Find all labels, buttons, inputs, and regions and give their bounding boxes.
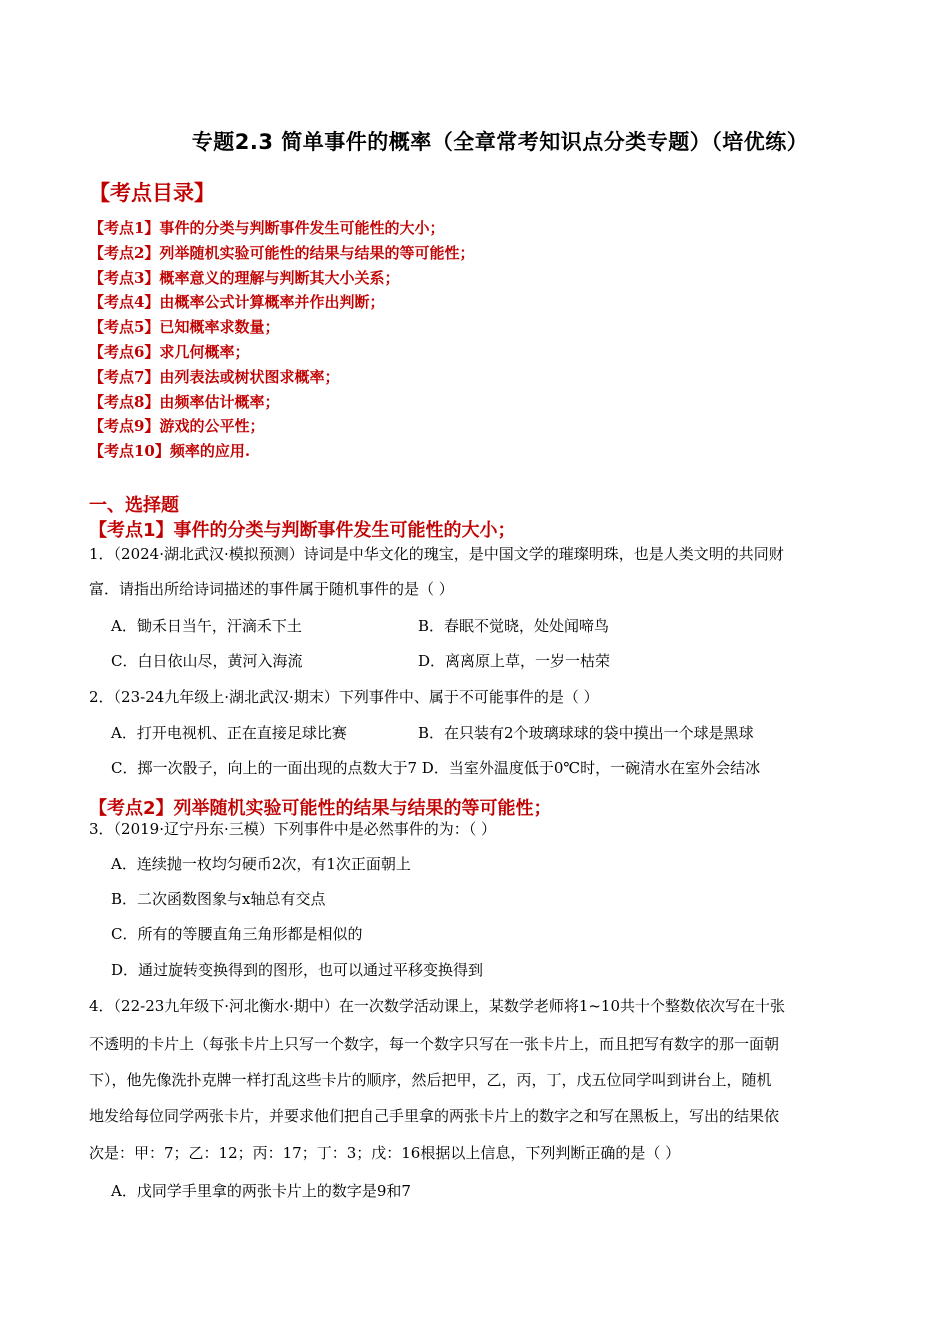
document-title: 专题2.3 简单事件的概率（全章常考知识点分类专题）（培优练） (191, 130, 809, 154)
q1-stem-line1: 1．（2024·湖北武汉·模拟预测）诗词是中华文化的瑰宝，是中国文学的璀璨明珠，也是人类文明的共同财 (89, 545, 784, 563)
q1-option-b: B．春眠不觉晓，处处闻啼鸟 (418, 617, 610, 635)
q3-option-a: A．连续抛一枚均匀硬币2次，有1次正面朝上 (111, 855, 411, 873)
q4-stem-line5: 次是：甲：7；乙：12；丙：17；丁：3；戊：16根据以上信息，下列判断正确的是（ ） (89, 1144, 681, 1162)
q4-stem-line1: 4．（22-23九年级下·河北衡水·期中）在一次数学活动课上，某数学老师将1~10共十个整数依次写在十张 (89, 997, 786, 1015)
q2-option-a: A．打开电视机、正在直接足球比赛 (111, 724, 347, 742)
toc-item: 【考点1】事件的分类与判断事件发生可能性的大小； (89, 219, 445, 237)
kp2-heading: 【考点2】列举随机实验可能性的结果与结果的等可能性； (89, 798, 552, 819)
toc-item: 【考点6】求几何概率； (89, 342, 250, 361)
toc-item: 【考点9】游戏的公平性； (89, 417, 265, 436)
q3-option-c: C．所有的等腰直角三角形都是相似的 (111, 925, 363, 943)
toc-item: 【考点3】概率意义的理解与判断其大小关系； (89, 268, 400, 287)
q4-stem-line3: 下），他先像洗扑克牌一样打乱这些卡片的顺序，然后把甲，乙，丙，丁，戊五位同学叫到讲台上，随机 (89, 1071, 772, 1089)
toc-list (89, 216, 474, 464)
q2-option-b: B．在只装有2个玻璃球球的袋中摸出一个球是黑球 (418, 724, 754, 742)
q4-stem-line4: 地发给每位同学两张卡片，并要求他们把自己手里拿的两张卡片上的数字之和写在黑板上，写出的结果依 (89, 1107, 780, 1125)
q1-option-a: A．锄禾日当午，汗滴禾下土 (111, 617, 302, 635)
section-heading: 一、选择题 (89, 495, 179, 516)
q4-option-a: A．戊同学手里拿的两张卡片上的数字是9和7 (111, 1182, 411, 1200)
toc-item: 【考点5】已知概率求数量； (89, 318, 280, 337)
q1-option-d: D．离离原上草，一岁一枯荣 (418, 652, 611, 670)
toc-item: 【考点8】由频率估计概率； (89, 392, 280, 411)
q1-option-c: C．白日依山尽，黄河入海流 (111, 652, 303, 670)
kp1-heading: 【考点1】事件的分类与判断事件发生可能性的大小； (89, 520, 516, 541)
toc-item: 【考点10】频率的应用. (89, 442, 251, 461)
toc-item: 【考点2】列举随机实验可能性的结果与结果的等可能性； (89, 243, 475, 262)
q1-stem-line2: 富．请指出所给诗词描述的事件属于随机事件的是（ ） (89, 580, 454, 598)
q3-option-d: D．通过旋转变换得到的图形，也可以通过平移变换得到 (111, 961, 484, 979)
q2-stem: 2．（23-24九年级上·湖北武汉·期末）下列事件中、属于不可能事件的是（ ） (89, 688, 599, 706)
q2-option-cd: C．掷一次骰子，向上的一面出现的点数大于7 D．当室外温度低于0℃时，一碗清水在室外会结冰 (111, 759, 761, 777)
toc-item: 【考点7】由列表法或树状图求概率； (89, 367, 340, 386)
q4-stem-line2: 不透明的卡片上（每张卡片上只写一个数字，每一个数字只写在一张卡片上，而且把写有数字的那一面朝 (89, 1035, 780, 1053)
q3-option-b: B．二次函数图象与x轴总有交点 (111, 890, 326, 908)
toc-heading: 【考点目录】 (89, 181, 215, 205)
toc-item: 【考点4】由概率公式计算概率并作出判断； (89, 293, 385, 312)
q3-stem: 3．（2019·辽宁丹东·三模）下列事件中是必然事件的为：（ ） (89, 820, 497, 838)
